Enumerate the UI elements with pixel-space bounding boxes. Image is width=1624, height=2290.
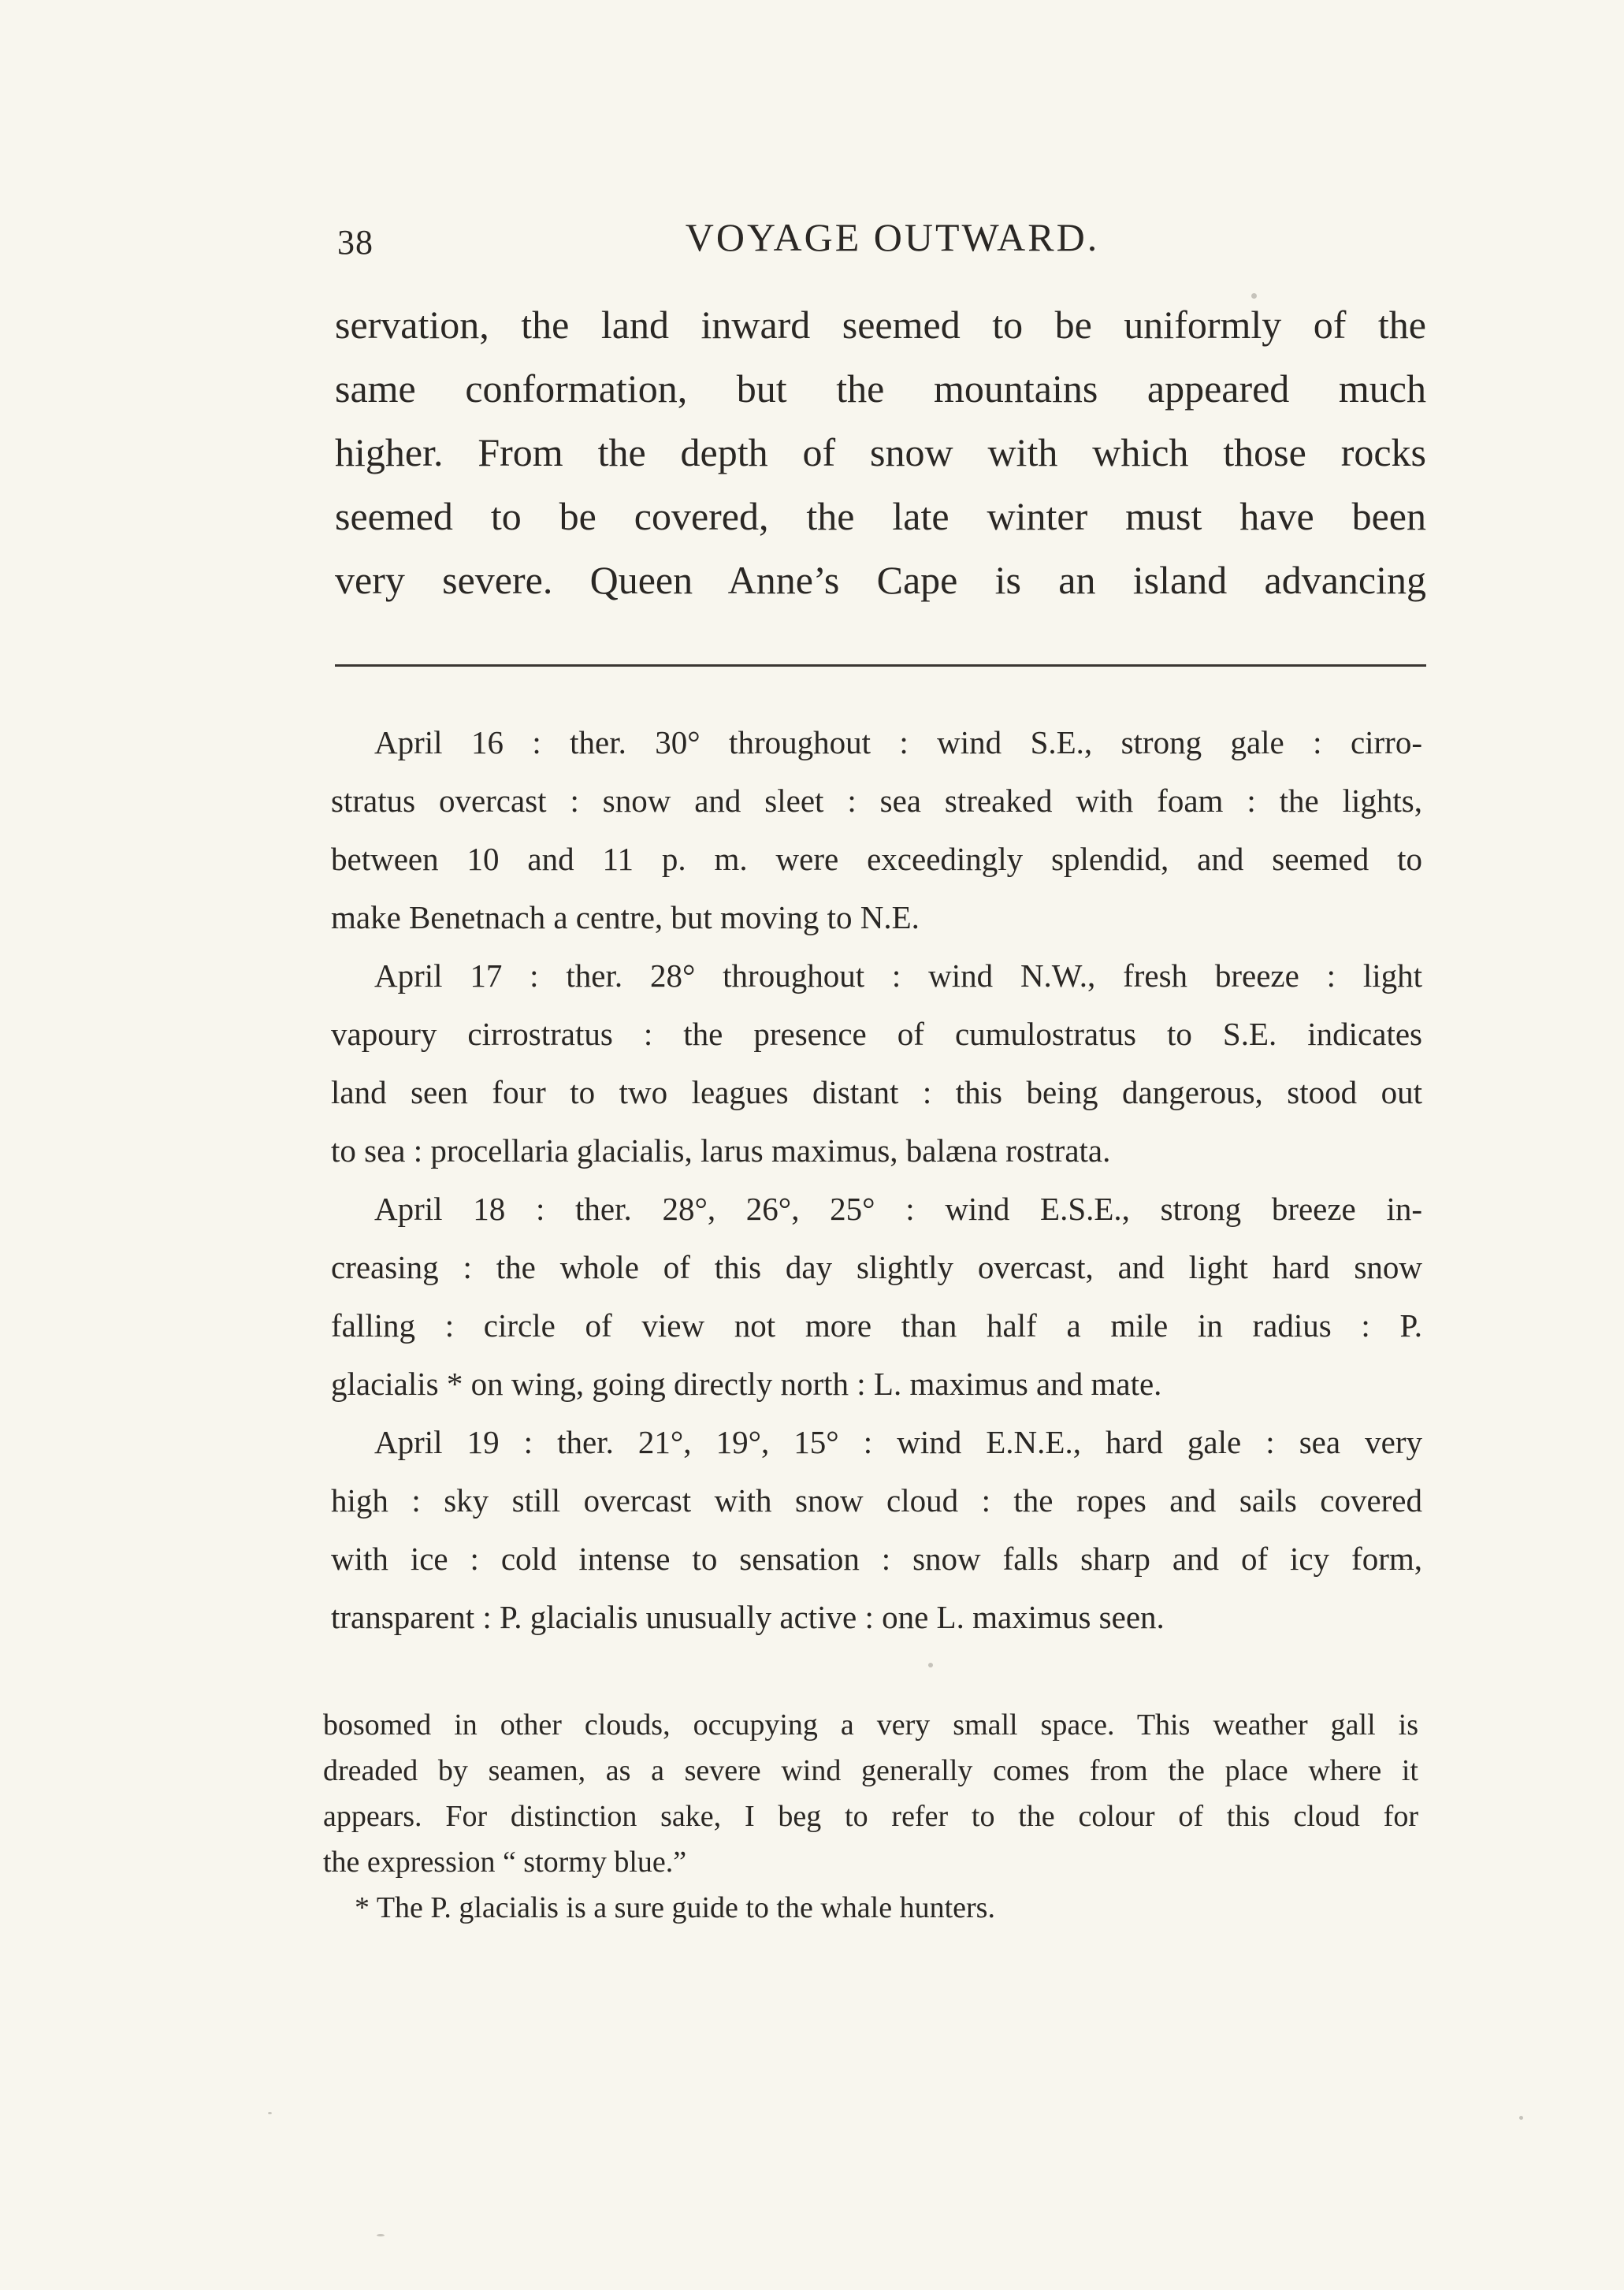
running-head: VOYAGE OUTWARD. <box>685 215 1100 259</box>
paper-speck <box>377 2234 385 2236</box>
footnote-line: bosomed in other clouds, occupying a very small space. This weather gall is <box>323 1708 1418 1742</box>
journal-line: to sea : procellaria glacialis, larus maximus, balæna rostrata. <box>331 1132 1111 1169</box>
footnote-line: dreaded by seamen, as a severe wind generally comes from the place where it <box>323 1754 1418 1787</box>
journal-line: April 16 : ther. 30° throughout : wind S.E., strong gale : cirro- <box>374 724 1422 760</box>
journal-line: April 18 : ther. 28°, 26°, 25° : wind E.S.E., strong breeze in- <box>374 1191 1422 1227</box>
section-divider <box>335 664 1426 667</box>
body-line: very severe. Queen Anne’s Cape is an island advancing <box>335 558 1426 602</box>
body-line: seemed to be covered, the late winter must have been <box>335 494 1426 538</box>
footnotes <box>323 1702 1418 1931</box>
journal-line: vapoury cirrostratus : the presence of cumulostratus to S.E. indicates <box>331 1016 1422 1052</box>
journal-line: creasing : the whole of this day slightly overcast, and light hard snow <box>331 1249 1422 1285</box>
journal-entry-april-16 <box>331 713 1422 946</box>
journal-entry-april-19 <box>331 1413 1422 1646</box>
paper-speck <box>268 2112 272 2114</box>
journal-line: high : sky still overcast with snow cloud : the ropes and sails covered <box>331 1482 1422 1519</box>
body-line: higher. From the depth of snow with which those rocks <box>335 430 1426 474</box>
footnote-continued <box>323 1702 1418 1885</box>
page-number: 38 <box>337 223 373 262</box>
weather-journal <box>331 713 1422 1646</box>
journal-entry-april-18 <box>331 1180 1422 1413</box>
body-line: servation, the land inward seemed to be uniformly of the <box>335 303 1426 347</box>
footnote-line: the expression “ stormy blue.” <box>323 1846 687 1879</box>
journal-line: make Benetnach a centre, but moving to N.E. <box>331 899 920 935</box>
main-body-text <box>335 293 1426 612</box>
page-header <box>335 214 1426 270</box>
journal-line: land seen four to two leagues distant : this being dangerous, stood out <box>331 1074 1422 1110</box>
footnote-star: * The P. glacialis is a sure guide to the whale hunters. <box>355 1891 995 1924</box>
body-line: same conformation, but the mountains appeared much <box>335 366 1426 411</box>
paper-speck <box>1519 2116 1523 2120</box>
journal-line: falling : circle of view not more than half a mile in radius : P. <box>331 1307 1422 1344</box>
journal-line: transparent : P. glacialis unusually active : one L. maximus seen. <box>331 1599 1165 1635</box>
journal-line: April 17 : ther. 28° throughout : wind N.W., fresh breeze : light <box>374 957 1422 994</box>
journal-entry-april-17 <box>331 946 1422 1180</box>
paper-speck <box>1251 293 1257 299</box>
journal-line: April 19 : ther. 21°, 19°, 15° : wind E.N.E., hard gale : sea very <box>374 1424 1422 1460</box>
journal-line: stratus overcast : snow and sleet : sea streaked with foam : the lights, <box>331 783 1422 819</box>
journal-line: with ice : cold intense to sensation : snow falls sharp and of icy form, <box>331 1541 1422 1577</box>
paper-speck <box>928 1663 933 1667</box>
journal-line: between 10 and 11 p. m. were exceedingly splendid, and seemed to <box>331 841 1422 877</box>
footnote-line: appears. For distinction sake, I beg to refer to the colour of this cloud for <box>323 1800 1418 1833</box>
journal-line: glacialis * on wing, going directly north : L. maximus and mate. <box>331 1366 1162 1402</box>
